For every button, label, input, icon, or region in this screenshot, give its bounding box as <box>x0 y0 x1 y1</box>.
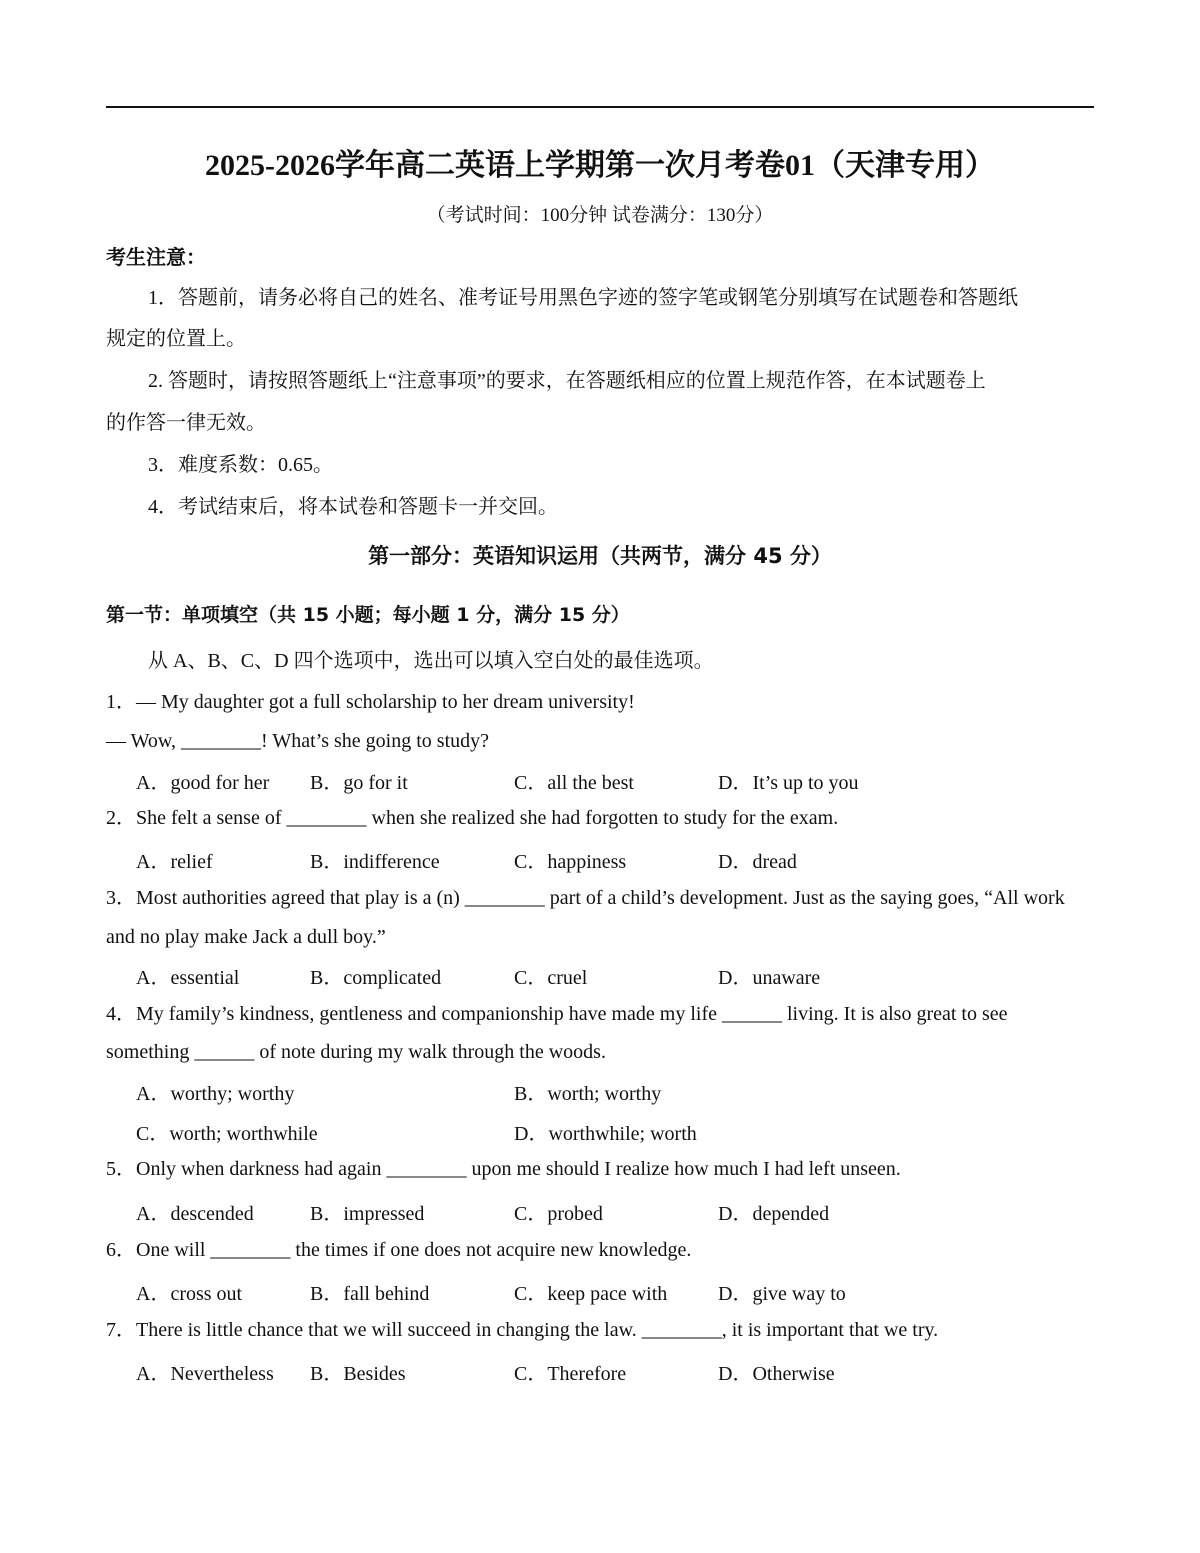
question-4-option-a[interactable]: A．worthy; worthy <box>136 1083 295 1105</box>
section-title: 第一节：单项填空（共 15 小题；每小题 1 分，满分 15 分） <box>106 604 630 626</box>
question-1-option-b[interactable]: B．go for it <box>310 772 408 794</box>
question-3-option-b[interactable]: B．complicated <box>310 967 442 989</box>
question-2-option-a[interactable]: A．relief <box>136 851 213 873</box>
question-6-option-a[interactable]: A．cross out <box>136 1283 243 1305</box>
question-1-option-d[interactable]: D．It’s up to you <box>718 772 859 794</box>
question-3-option-c[interactable]: C．cruel <box>514 967 588 989</box>
question-3-option-d[interactable]: D．unaware <box>718 967 821 989</box>
question-2-option-b[interactable]: B．indifference <box>310 851 440 873</box>
question-7-option-b[interactable]: B．Besides <box>310 1363 406 1385</box>
part-title: 第一部分：英语知识运用（共两节，满分 45 分） <box>368 544 832 568</box>
question-4-stem: 4．My family’s kindness, gentleness and companionship have made my life ______ living. It is also great to see <box>106 1003 1008 1025</box>
question-1-stem-cont: — Wow, ________! What’s she going to study? <box>106 730 489 752</box>
question-3-option-a[interactable]: A．essential <box>136 967 240 989</box>
question-3-stem-cont: and no play make Jack a dull boy.” <box>106 926 386 948</box>
question-1-stem: 1．— My daughter got a full scholarship to her dream university! <box>106 691 635 713</box>
question-3-stem: 3．Most authorities agreed that play is a (n) ________ part of a child’s development. Just as the saying goes, “All work <box>106 887 1065 909</box>
question-2-stem: 2．She felt a sense of ________ when she realized she had forgotten to study for the exam. <box>106 807 839 829</box>
question-6-stem: 6．One will ________ the times if one does not acquire new knowledge. <box>106 1239 692 1261</box>
question-5-option-d[interactable]: D．depended <box>718 1203 830 1225</box>
question-5-stem: 5．Only when darkness had again ________ upon me should I realize how much I had left unseen. <box>106 1158 901 1180</box>
question-6-option-c[interactable]: C．keep pace with <box>514 1283 668 1305</box>
notice-heading: 考生注意： <box>106 245 206 269</box>
question-7-option-c[interactable]: C．Therefore <box>514 1363 627 1385</box>
question-6-option-b[interactable]: B．fall behind <box>310 1283 430 1305</box>
question-7-option-a[interactable]: A．Nevertheless <box>136 1363 274 1385</box>
notice-item-4: 4．考试结束后，将本试卷和答题卡一并交回。 <box>148 496 558 518</box>
notice-item-2-cont: 的作答一律无效。 <box>106 412 266 434</box>
notice-item-3: 3．难度系数：0.65。 <box>148 454 333 476</box>
question-4-option-c[interactable]: C．worth; worthwhile <box>136 1123 318 1145</box>
question-5-option-c[interactable]: C．probed <box>514 1203 603 1225</box>
question-2-option-d[interactable]: D．dread <box>718 851 797 873</box>
question-7-stem: 7．There is little chance that we will succeed in changing the law. ________, it is important that we try. <box>106 1319 939 1341</box>
top-rule <box>106 106 1094 108</box>
question-1-option-c[interactable]: C．all the best <box>514 772 634 794</box>
question-4-stem-cont: something ______ of note during my walk through the woods. <box>106 1041 606 1063</box>
exam-title: 2025-2026学年高二英语上学期第一次月考卷01（天津专用） <box>205 149 995 182</box>
question-4-option-b[interactable]: B．worth; worthy <box>514 1083 662 1105</box>
notice-item-1: 1．答题前，请务必将自己的姓名、准考证号用黑色字迹的签字笔或钢笔分别填写在试题卷和答题纸 <box>148 287 1018 309</box>
section-instruction: 从 A、B、C、D 四个选项中，选出可以填入空白处的最佳选项。 <box>148 650 714 672</box>
exam-subtitle: （考试时间：100分钟 试卷满分：130分） <box>426 205 774 226</box>
notice-item-1-cont: 规定的位置上。 <box>106 328 246 350</box>
question-5-option-b[interactable]: B．impressed <box>310 1203 425 1225</box>
question-7-option-d[interactable]: D．Otherwise <box>718 1363 835 1385</box>
question-1-option-a[interactable]: A．good for her <box>136 772 270 794</box>
question-6-option-d[interactable]: D．give way to <box>718 1283 846 1305</box>
question-4-option-d[interactable]: D．worthwhile; worth <box>514 1123 697 1145</box>
question-5-option-a[interactable]: A．descended <box>136 1203 254 1225</box>
notice-item-2: 2. 答题时，请按照答题纸上“注意事项”的要求，在答题纸相应的位置上规范作答，在本试题卷上 <box>148 370 986 392</box>
question-2-option-c[interactable]: C．happiness <box>514 851 627 873</box>
